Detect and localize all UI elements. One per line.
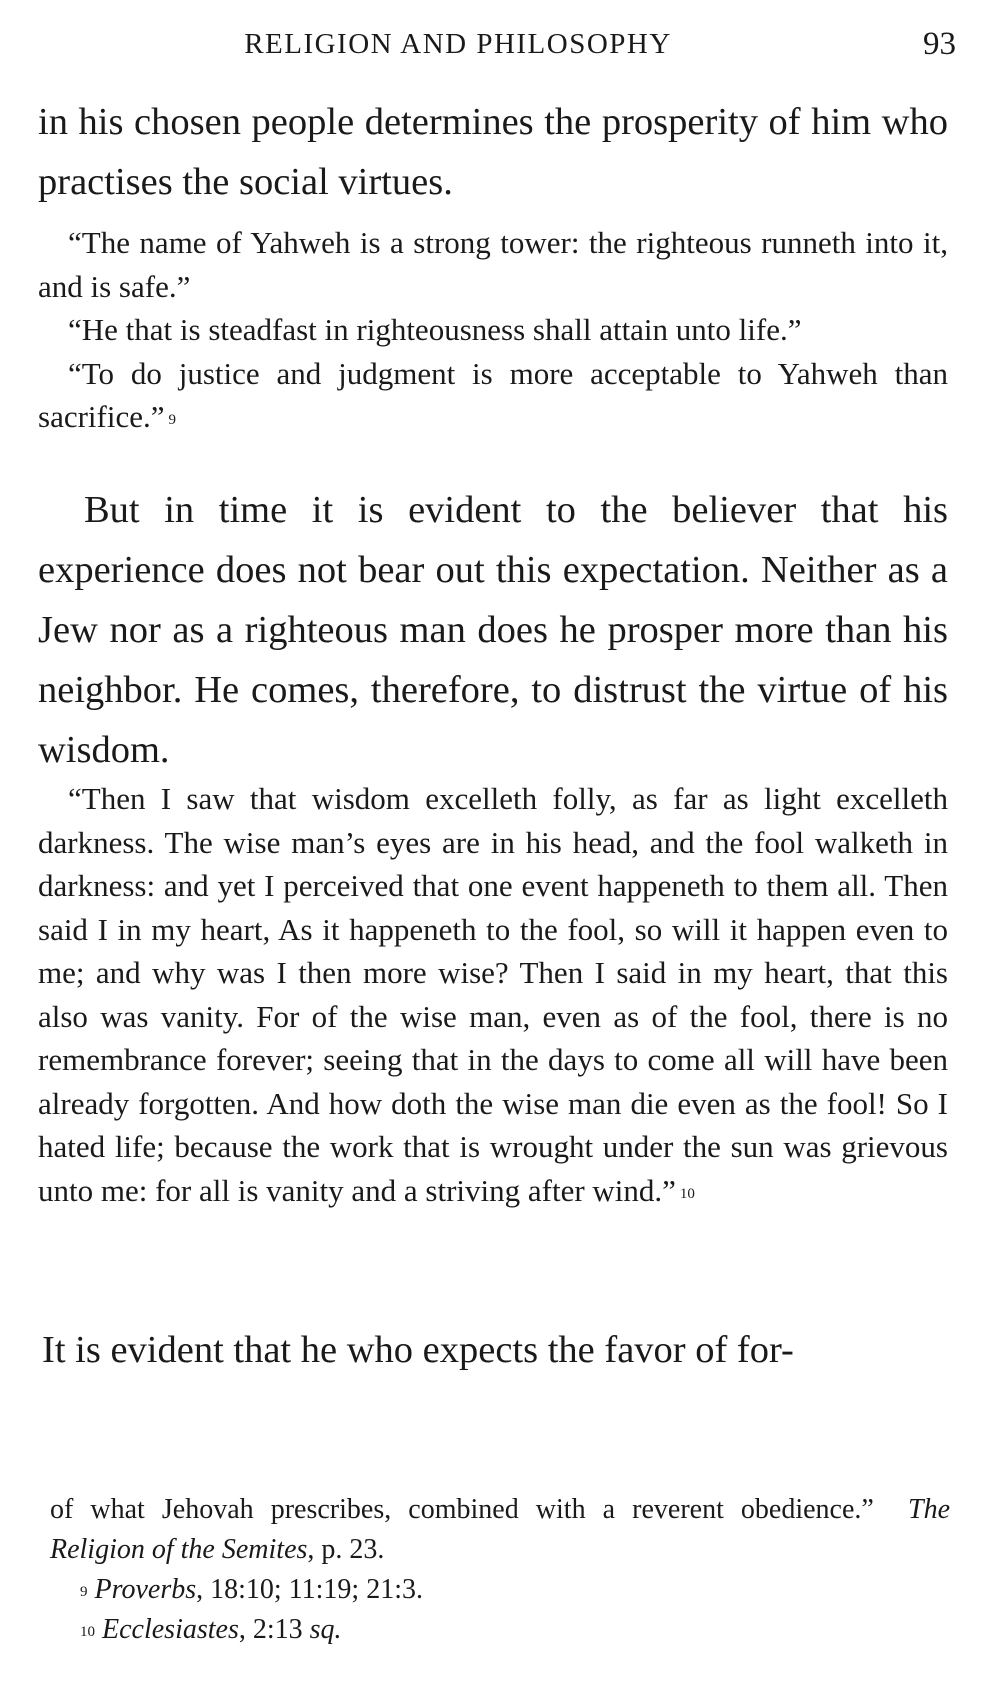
- quote-text: “Then I saw that wisdom excelleth folly, as far as light excelleth darkness. The wise man’s eyes are in his head, and the fool walketh in darkness: and yet I perceived that one event happeneth to them all. Then said I in my heart, As it happeneth to the fool, so will it happen even to me; and why was I then more wise? Then I said in my heart, that this also was vanity. For of the wise man, even as of the fool, there is no remembrance forever; seeing that in the days to come all will have been already forgotten. And how doth the wise man die even as the fool! So I hated life; because the work that is wrought under the sun was grievous unto me: for all is vanity and a striving after wind.”: [38, 781, 948, 1208]
- quote-line: [38, 352, 948, 439]
- footnote-marker-10: 10: [80, 1624, 95, 1640]
- paragraph-continuation: in his chosen people determines the prosperity of him who practises the social virtues.: [38, 101, 948, 203]
- footnote-10-refs: , 2:13: [238, 1614, 303, 1645]
- scripture-quotation-ecclesiastes: [38, 777, 948, 1212]
- paragraph-body: But in time it is evident to the believer that his experience does not bear out this expectation. Neither as a Jew nor as a righteous man does he prosper more than his neighbor. He comes, therefore, to distrust the virtue of his wisdom.: [38, 489, 948, 771]
- footnote-10-suffix: sq.: [309, 1614, 342, 1645]
- quote-paragraph: [38, 777, 948, 1212]
- quote-line-text: “To do justice and judgment is more acceptable to Yahweh than sacrifice.”: [38, 355, 948, 434]
- footnote-continuation-text: of what Jehovah prescribes, combined with a reverent obedience.”: [50, 1494, 874, 1525]
- cited-page: , p. 23.: [307, 1534, 385, 1565]
- footnote-10: [50, 1610, 950, 1650]
- page-number: 93: [923, 26, 956, 62]
- scripture-quotation-proverbs: [38, 221, 948, 439]
- footnote-10-source: Ecclesiastes: [102, 1614, 239, 1645]
- running-title: RELIGION AND PHILOSOPHY: [244, 28, 672, 60]
- quote-line: “The name of Yahweh is a strong tower: the righteous runneth into it, and is safe.”: [38, 225, 948, 304]
- footnote-ref-10: 10: [679, 1185, 695, 1202]
- footnote-9-source: Proverbs: [94, 1574, 197, 1605]
- quote-line: “He that is steadfast in righteousness shall attain unto life.”: [68, 312, 802, 347]
- running-head: [38, 22, 956, 72]
- footnotes: [50, 1490, 950, 1650]
- footnote-9-refs: , 18:10; 11:19; 21:3.: [196, 1574, 423, 1605]
- paragraph-final: It is evident that he who expects the favor of for-: [42, 1329, 794, 1371]
- footnote-marker-9: 9: [80, 1584, 88, 1600]
- footnote-continuation: [50, 1490, 950, 1570]
- footnote-9: [50, 1570, 950, 1610]
- footnote-ref-9: 9: [168, 412, 176, 428]
- cited-work-title: The Religion of the Semites: [50, 1494, 951, 1565]
